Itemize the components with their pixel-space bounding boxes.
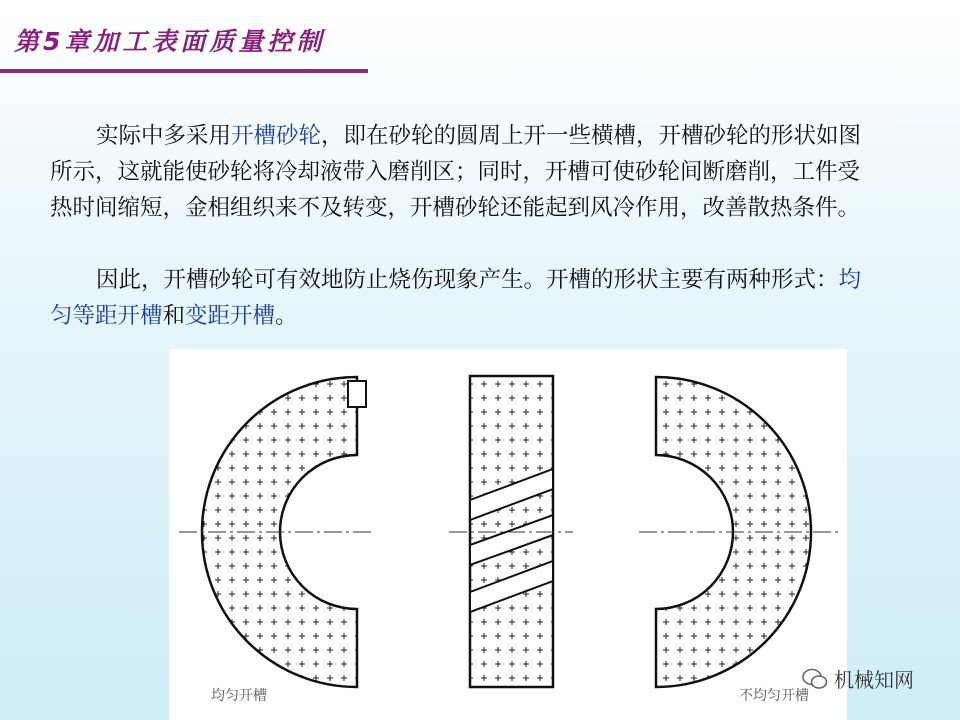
p2-text-e: 。 [275, 303, 298, 329]
title-underline [0, 69, 368, 73]
watermark [802, 664, 914, 693]
paragraph-2 [50, 262, 870, 334]
page-title: 第5章加工表面质量控制 [14, 27, 326, 56]
uniform-wheel-drawing [179, 377, 374, 687]
figure-svg [169, 349, 847, 720]
p1-text-c: ，即在砂轮的圆周上开一些横槽，开槽砂轮的形状如图所示，这就能使砂轮将冷却液带入磨削区；同时，开槽可使砂轮间断磨削，工件受热时间缩短，金相组织来不及转变，开槽砂轮还能起到风冷作用，改善散热条件。 [50, 123, 862, 221]
term-uniform-groove: 均匀等距开槽 [50, 267, 862, 329]
p1-text-a: 实际中多采用 [96, 123, 232, 149]
watermark-text: 机械知网 [834, 668, 914, 692]
uniform-groove-1-rect [348, 381, 366, 407]
p2-text-c: 和 [162, 303, 186, 329]
uniform-grooves [348, 381, 366, 407]
term-grooved-wheel: 开槽砂轮 [231, 123, 322, 149]
grinding-wheel-figure [169, 349, 847, 720]
variable-wheel-drawing [639, 377, 839, 687]
side-view-drawing [449, 376, 573, 687]
paragraph-1 [50, 118, 870, 226]
p2-text-a: 因此，开槽砂轮可有效地防止烧伤现象产生。开槽的形状主要有两种形式： [96, 267, 839, 293]
uniform-groove-1 [348, 381, 366, 407]
caption-uniform: 均匀开槽 [211, 688, 267, 704]
caption-variable: 不均匀开槽 [739, 688, 809, 704]
wechat-icon [802, 668, 828, 690]
term-variable-groove: 变距开槽 [185, 303, 276, 329]
